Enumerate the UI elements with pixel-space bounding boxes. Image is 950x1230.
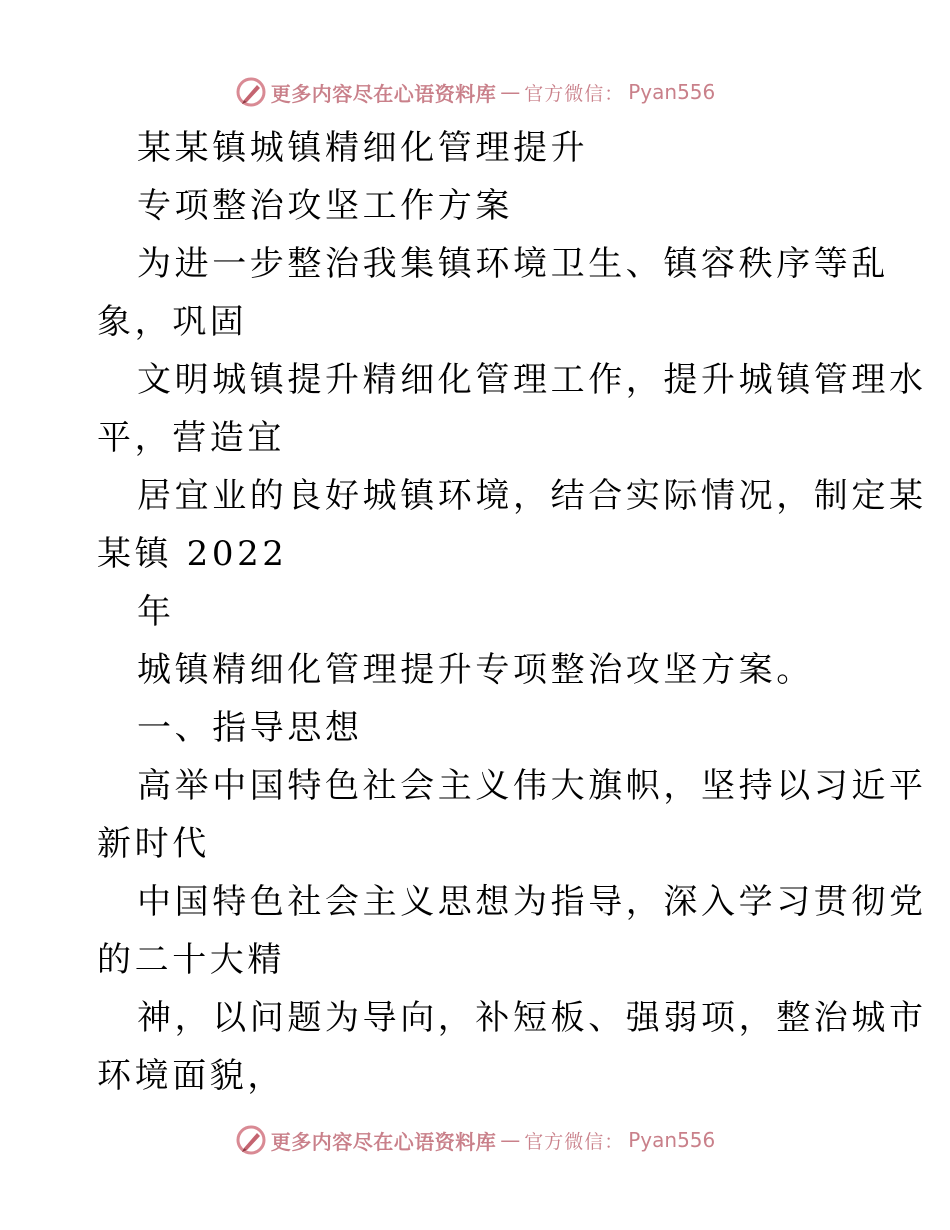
- section-heading: 一、指导思想: [137, 708, 363, 748]
- watermark-wechat-id: Pyan556: [628, 1128, 716, 1152]
- paragraph-line: 某镇 2022: [97, 534, 288, 574]
- watermark-official-label: 官方微信：: [524, 82, 625, 105]
- paragraph-line: 文明城镇提升精细化管理工作，提升城镇管理水: [137, 360, 927, 400]
- watermark-banner-bottom: [0, 1120, 950, 1160]
- watermark-wechat-id: Pyan556: [628, 80, 716, 104]
- pen-circle-logo-icon: [235, 76, 267, 108]
- paragraph-line: 的二十大精: [97, 940, 285, 980]
- paragraph-line: 居宜业的良好城镇环境，结合实际情况，制定某: [137, 476, 927, 516]
- paragraph-line: 城镇精细化管理提升专项整治攻坚方案。: [137, 650, 814, 690]
- watermark-official-label: 官方微信：: [524, 1130, 625, 1153]
- paragraph-line: 环境面貌，: [97, 1056, 285, 1096]
- watermark-brand-text: 更多内容尽在心语资料库: [270, 81, 497, 106]
- watermark-separator: —: [500, 1128, 521, 1152]
- paragraph-line: 象，巩固: [97, 302, 248, 342]
- pen-circle-logo-icon: [235, 1124, 267, 1156]
- document-title-line-1: 某某镇城镇精细化管理提升: [137, 128, 589, 168]
- watermark-separator: —: [500, 80, 521, 104]
- paragraph-line: 为进一步整治我集镇环境卫生、镇容秩序等乱: [137, 244, 889, 284]
- document-title-line-2: 专项整治攻坚工作方案: [137, 186, 513, 226]
- paragraph-line: 中国特色社会主义思想为指导，深入学习贯彻党: [137, 882, 927, 922]
- paragraph-line: 新时代: [97, 824, 210, 864]
- paragraph-line: 年: [137, 592, 175, 632]
- watermark-brand-text: 更多内容尽在心语资料库: [270, 1129, 497, 1154]
- watermark-banner-top: [0, 72, 950, 112]
- paragraph-line: 平，营造宜: [97, 418, 285, 458]
- paragraph-line: 高举中国特色社会主义伟大旗帜，坚持以习近平: [137, 766, 927, 806]
- paragraph-line: 神，以问题为导向，补短板、强弱项，整治城市: [137, 998, 927, 1038]
